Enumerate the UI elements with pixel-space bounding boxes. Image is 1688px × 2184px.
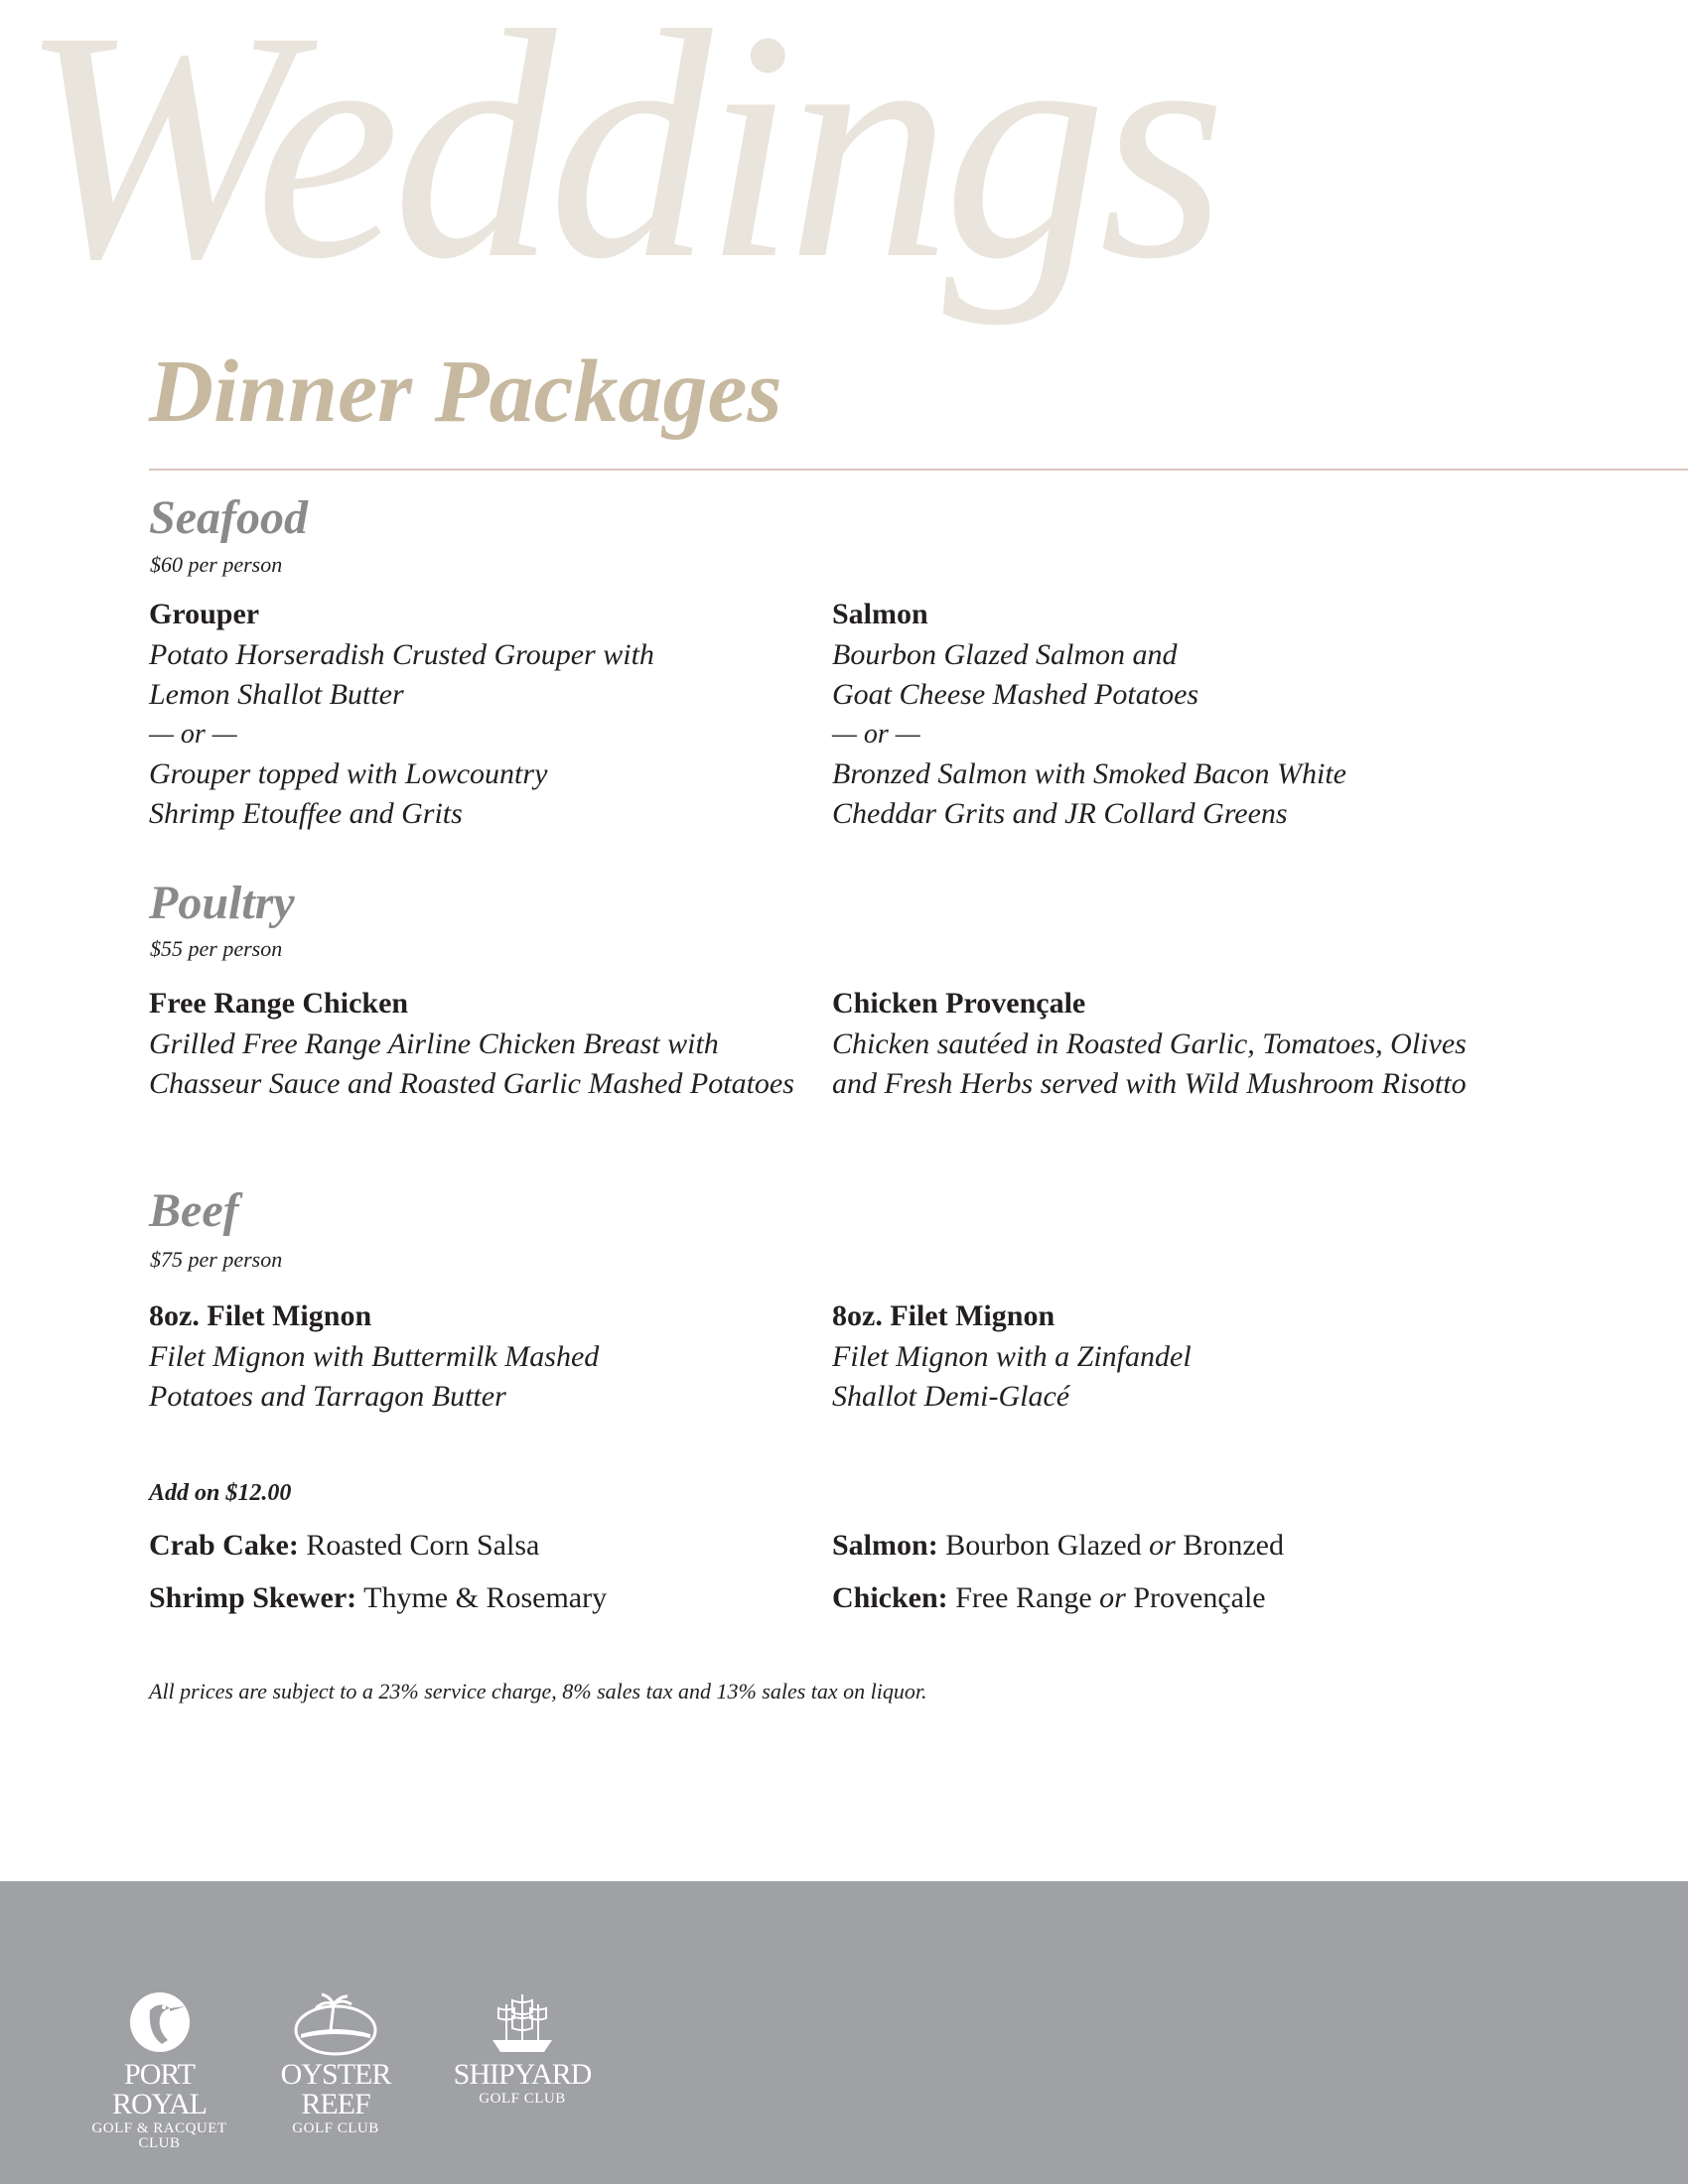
logo-oyster-reef	[256, 1990, 415, 2136]
addon-option: Provençale	[1133, 1581, 1266, 1614]
addon-label: Chicken:	[832, 1581, 948, 1614]
menu-item-free-range-chicken	[149, 985, 824, 1104]
pricing-note: All prices are subject to a 23% service charge, 8% sales tax and 13% sales tax on liquor.	[149, 1679, 927, 1704]
addon-label: Shrimp Skewer:	[149, 1581, 357, 1614]
logo-subtitle: GOLF CLUB	[292, 2120, 379, 2136]
item-desc-line: Lemon Shallot Butter	[149, 678, 404, 711]
weddings-watermark: Weddings	[20, 0, 1219, 327]
item-desc-line: Chasseur Sauce and Roasted Garlic Mashed Potatoes	[149, 1067, 794, 1100]
item-name: Chicken Provençale	[832, 987, 1086, 1020]
palm-tree-icon	[291, 1990, 380, 2060]
menu-item-grouper	[149, 596, 804, 834]
item-desc-line: Chicken sautéed in Roasted Garlic, Tomatoes, Olives	[832, 1027, 1467, 1060]
footer-band	[0, 1881, 1688, 2184]
addon-shrimp-skewer	[149, 1583, 607, 1613]
addon-or: or	[1149, 1529, 1176, 1562]
logo-port-royal	[77, 1990, 241, 2151]
logo-subtitle: GOLF & RACQUET CLUB	[91, 2120, 227, 2151]
item-name: 8oz. Filet Mignon	[149, 1299, 372, 1332]
item-name: Free Range Chicken	[149, 987, 409, 1020]
menu-item-filet-mignon-2	[832, 1297, 1487, 1417]
logo-name: OYSTER REEF	[280, 2058, 391, 2120]
item-desc-line: Cheddar Grits and JR Collard Greens	[832, 797, 1288, 830]
heron-icon	[120, 1990, 200, 2060]
menu-item-salmon	[832, 596, 1487, 834]
logo-subtitle: GOLF CLUB	[479, 2091, 566, 2107]
menu-item-chicken-provencale	[832, 985, 1527, 1104]
menu-item-filet-mignon-1	[149, 1297, 804, 1417]
addon-option: Free Range	[955, 1581, 1092, 1614]
section-price-poultry: $55 per person	[150, 936, 283, 961]
page-title: Dinner Packages	[149, 342, 782, 441]
title-divider	[149, 469, 1688, 471]
section-title-poultry: Poultry	[149, 877, 295, 929]
addon-salmon	[832, 1531, 1284, 1561]
addon-label: Salmon:	[832, 1529, 938, 1562]
section-title-beef: Beef	[149, 1184, 239, 1237]
item-desc-line: Grilled Free Range Airline Chicken Breast with	[149, 1027, 719, 1060]
item-desc-line: Potato Horseradish Crusted Grouper with	[149, 638, 654, 671]
addon-option: Bourbon Glazed	[945, 1529, 1142, 1562]
addon-crab-cake	[149, 1531, 539, 1561]
logo-name: PORT ROYAL	[111, 2058, 207, 2120]
section-price-beef: $75 per person	[150, 1247, 283, 1272]
item-name: Grouper	[149, 598, 260, 630]
item-name: Salmon	[832, 598, 928, 630]
item-desc-line: Shrimp Etouffee and Grits	[149, 797, 463, 830]
item-desc-line: Bronzed Salmon with Smoked Bacon White	[832, 757, 1346, 790]
item-name: 8oz. Filet Mignon	[832, 1299, 1055, 1332]
item-desc-line: Grouper topped with Lowcountry	[149, 757, 548, 790]
item-desc-line: Filet Mignon with a Zinfandel	[832, 1340, 1192, 1373]
addon-value: Roasted Corn Salsa	[306, 1529, 540, 1562]
ship-icon	[483, 1990, 562, 2060]
addon-option: Bronzed	[1183, 1529, 1284, 1562]
addon-chicken	[832, 1583, 1266, 1613]
addon-label: Crab Cake:	[149, 1529, 299, 1562]
or-separator: — or —	[832, 719, 920, 750]
or-separator: — or —	[149, 719, 237, 750]
item-desc-line: Filet Mignon with Buttermilk Mashed	[149, 1340, 600, 1373]
addon-value: Thyme & Rosemary	[363, 1581, 608, 1614]
section-price-seafood: $60 per person	[150, 552, 283, 577]
item-desc-line: and Fresh Herbs served with Wild Mushroom Risotto	[832, 1067, 1467, 1100]
logo-shipyard	[443, 1990, 602, 2107]
item-desc-line: Potatoes and Tarragon Butter	[149, 1380, 506, 1413]
item-desc-line: Goat Cheese Mashed Potatoes	[832, 678, 1199, 711]
item-desc-line: Bourbon Glazed Salmon and	[832, 638, 1178, 671]
section-title-seafood: Seafood	[149, 491, 308, 544]
addon-title: Add on $12.00	[149, 1480, 292, 1506]
item-desc-line: Shallot Demi-Glacé	[832, 1380, 1070, 1413]
addon-or: or	[1099, 1581, 1126, 1614]
logo-name: SHIPYARD	[453, 2058, 592, 2091]
